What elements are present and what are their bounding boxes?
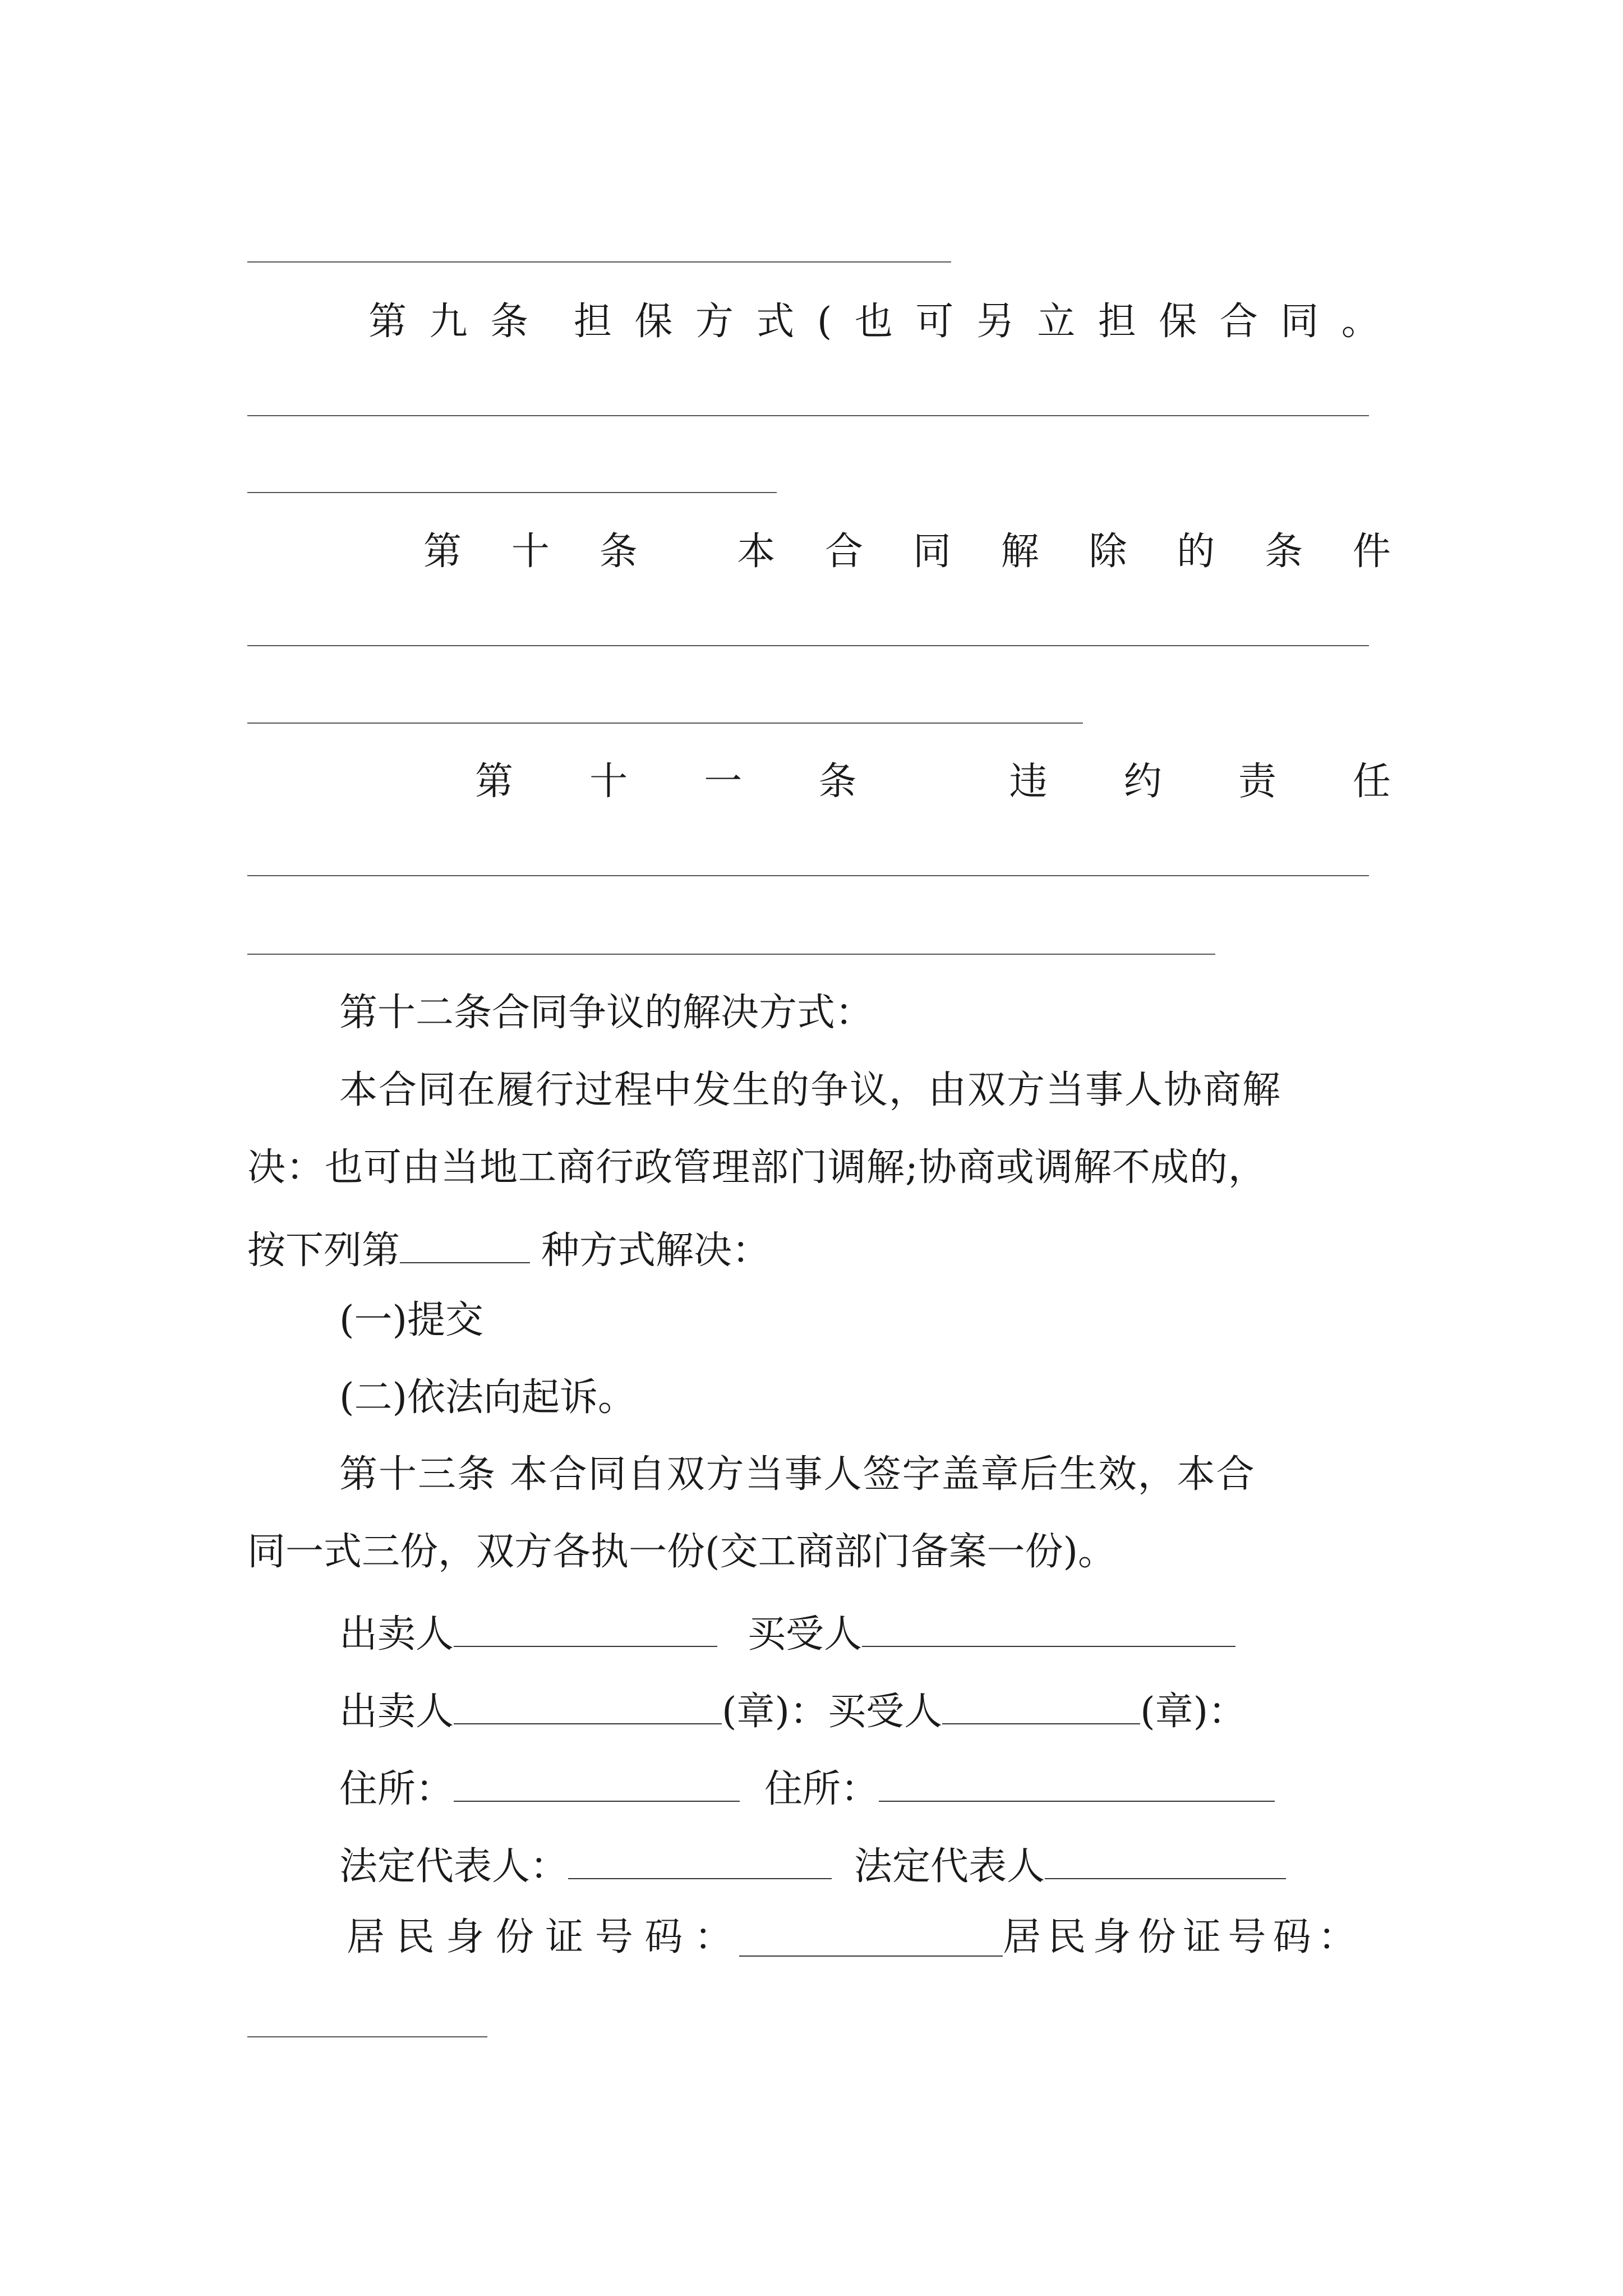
char: 保 bbox=[1159, 300, 1197, 344]
char: 码 bbox=[1272, 1915, 1311, 1959]
char: 十 bbox=[511, 530, 550, 574]
char: 码 bbox=[644, 1915, 683, 1959]
text: 种方式解决： bbox=[541, 1228, 771, 1273]
article-13-body: 同一式三份，双方各执一份(交工商部门备案一份)。 bbox=[247, 1530, 1117, 1574]
buyer-label: 买受人 bbox=[748, 1612, 863, 1657]
seller-id-blank[interactable] bbox=[739, 1920, 1003, 1957]
char: 违 bbox=[1009, 760, 1048, 804]
seller-legal-rep-blank[interactable] bbox=[568, 1842, 832, 1879]
blank-line bbox=[247, 492, 777, 493]
char: 份 bbox=[495, 1915, 534, 1959]
char: 除 bbox=[1089, 530, 1127, 574]
char: 民 bbox=[396, 1915, 435, 1959]
signature-row bbox=[339, 1610, 1235, 1657]
signature-row bbox=[347, 1915, 1367, 1959]
article-12-body bbox=[247, 1226, 771, 1273]
buyer-legal-rep-blank[interactable] bbox=[1045, 1842, 1286, 1879]
seller-label: 出卖人 bbox=[339, 1612, 454, 1657]
char: 居 bbox=[1003, 1915, 1041, 1959]
blank-line bbox=[247, 954, 1215, 955]
buyer-name-blank[interactable] bbox=[862, 1610, 1235, 1647]
char: 约 bbox=[1123, 760, 1162, 804]
char: 一 bbox=[704, 760, 743, 804]
char: 立 bbox=[1037, 300, 1076, 344]
char: ： bbox=[694, 1915, 732, 1959]
seal-label: (章)： bbox=[1140, 1690, 1247, 1734]
text: 按下列第 bbox=[247, 1228, 400, 1273]
char: 同 bbox=[1280, 300, 1319, 344]
char: 份 bbox=[1137, 1915, 1176, 1959]
buyer-address-blank[interactable] bbox=[879, 1765, 1275, 1802]
char: 的 bbox=[1177, 530, 1215, 574]
option-1: (一)提交 bbox=[339, 1298, 484, 1342]
blank-line bbox=[247, 723, 1083, 724]
char: 身 bbox=[446, 1915, 485, 1959]
option-2: (二)依法向起诉。 bbox=[339, 1375, 637, 1420]
seal-label: (章)： bbox=[722, 1690, 828, 1734]
blank-line bbox=[247, 645, 1369, 646]
char: 第 bbox=[475, 760, 514, 804]
blank-line bbox=[247, 261, 951, 263]
char: 号 bbox=[1228, 1915, 1266, 1959]
char: 可 bbox=[915, 300, 954, 344]
char: 解 bbox=[1000, 530, 1039, 574]
article-10-heading bbox=[423, 530, 1391, 574]
char: 第 bbox=[368, 300, 407, 344]
resolution-method-blank[interactable] bbox=[400, 1226, 530, 1263]
char: 条 bbox=[599, 530, 638, 574]
char: 居 bbox=[347, 1915, 385, 1959]
char: 同 bbox=[912, 530, 951, 574]
address-label: 住所： bbox=[764, 1767, 879, 1811]
seller-address-blank[interactable] bbox=[454, 1765, 740, 1802]
char: 也 bbox=[854, 300, 893, 344]
signature-row bbox=[339, 1765, 1275, 1809]
id-number-label bbox=[1003, 1915, 1356, 1959]
char: 证 bbox=[1183, 1915, 1221, 1959]
char: 条 bbox=[490, 300, 528, 344]
char: 证 bbox=[545, 1915, 584, 1959]
blank-line bbox=[247, 2036, 487, 2037]
char: ( bbox=[817, 300, 832, 344]
char: 民 bbox=[1048, 1915, 1086, 1959]
buyer-label: 买受人 bbox=[828, 1690, 943, 1734]
blank-line bbox=[247, 415, 1369, 416]
char: 号 bbox=[594, 1915, 633, 1959]
char: ： bbox=[1317, 1915, 1356, 1959]
buyer-seal-blank[interactable] bbox=[942, 1687, 1140, 1724]
signature-row bbox=[339, 1687, 1247, 1734]
char: 。 bbox=[1341, 300, 1380, 344]
char: 九 bbox=[429, 300, 468, 344]
article-12-body: 本合同在履行过程中发生的争议，由双方当事人协商解 bbox=[339, 1068, 1282, 1112]
article-13-body: 第十三条 本合同自双方当事人签字盖章后生效，本合 bbox=[339, 1452, 1256, 1497]
char: 方 bbox=[695, 300, 734, 344]
char: 合 bbox=[1219, 300, 1258, 344]
id-number-label bbox=[347, 1915, 732, 1959]
char: 担 bbox=[1098, 300, 1136, 344]
blank-line bbox=[247, 875, 1369, 876]
article-12-title: 第十二条合同争议的解决方式： bbox=[339, 991, 874, 1035]
article-12-body: 决：也可由当地工商行政管理部门调解;协商或调解不成的， bbox=[247, 1145, 1267, 1190]
char: 任 bbox=[1352, 760, 1391, 804]
char: 件 bbox=[1352, 530, 1391, 574]
char: 十 bbox=[589, 760, 628, 804]
article-11-heading bbox=[475, 760, 1391, 804]
char: 身 bbox=[1092, 1915, 1131, 1959]
char: 条 bbox=[818, 760, 857, 804]
address-label: 住所： bbox=[339, 1767, 454, 1811]
char: 责 bbox=[1238, 760, 1276, 804]
seller-name-blank[interactable] bbox=[454, 1610, 717, 1647]
char: 式 bbox=[756, 300, 795, 344]
seller-label: 出卖人 bbox=[339, 1690, 454, 1734]
seller-seal-blank[interactable] bbox=[454, 1687, 722, 1724]
char: 保 bbox=[634, 300, 673, 344]
char: 担 bbox=[573, 300, 612, 344]
char: 另 bbox=[976, 300, 1015, 344]
char: 本 bbox=[737, 530, 776, 574]
char: 第 bbox=[423, 530, 462, 574]
signature-row bbox=[339, 1842, 1286, 1889]
legal-rep-label: 法定代表人： bbox=[339, 1844, 569, 1889]
char: 合 bbox=[825, 530, 864, 574]
legal-rep-label: 法定代表人 bbox=[854, 1844, 1045, 1889]
char: 条 bbox=[1265, 530, 1303, 574]
article-9-heading bbox=[368, 300, 1380, 344]
